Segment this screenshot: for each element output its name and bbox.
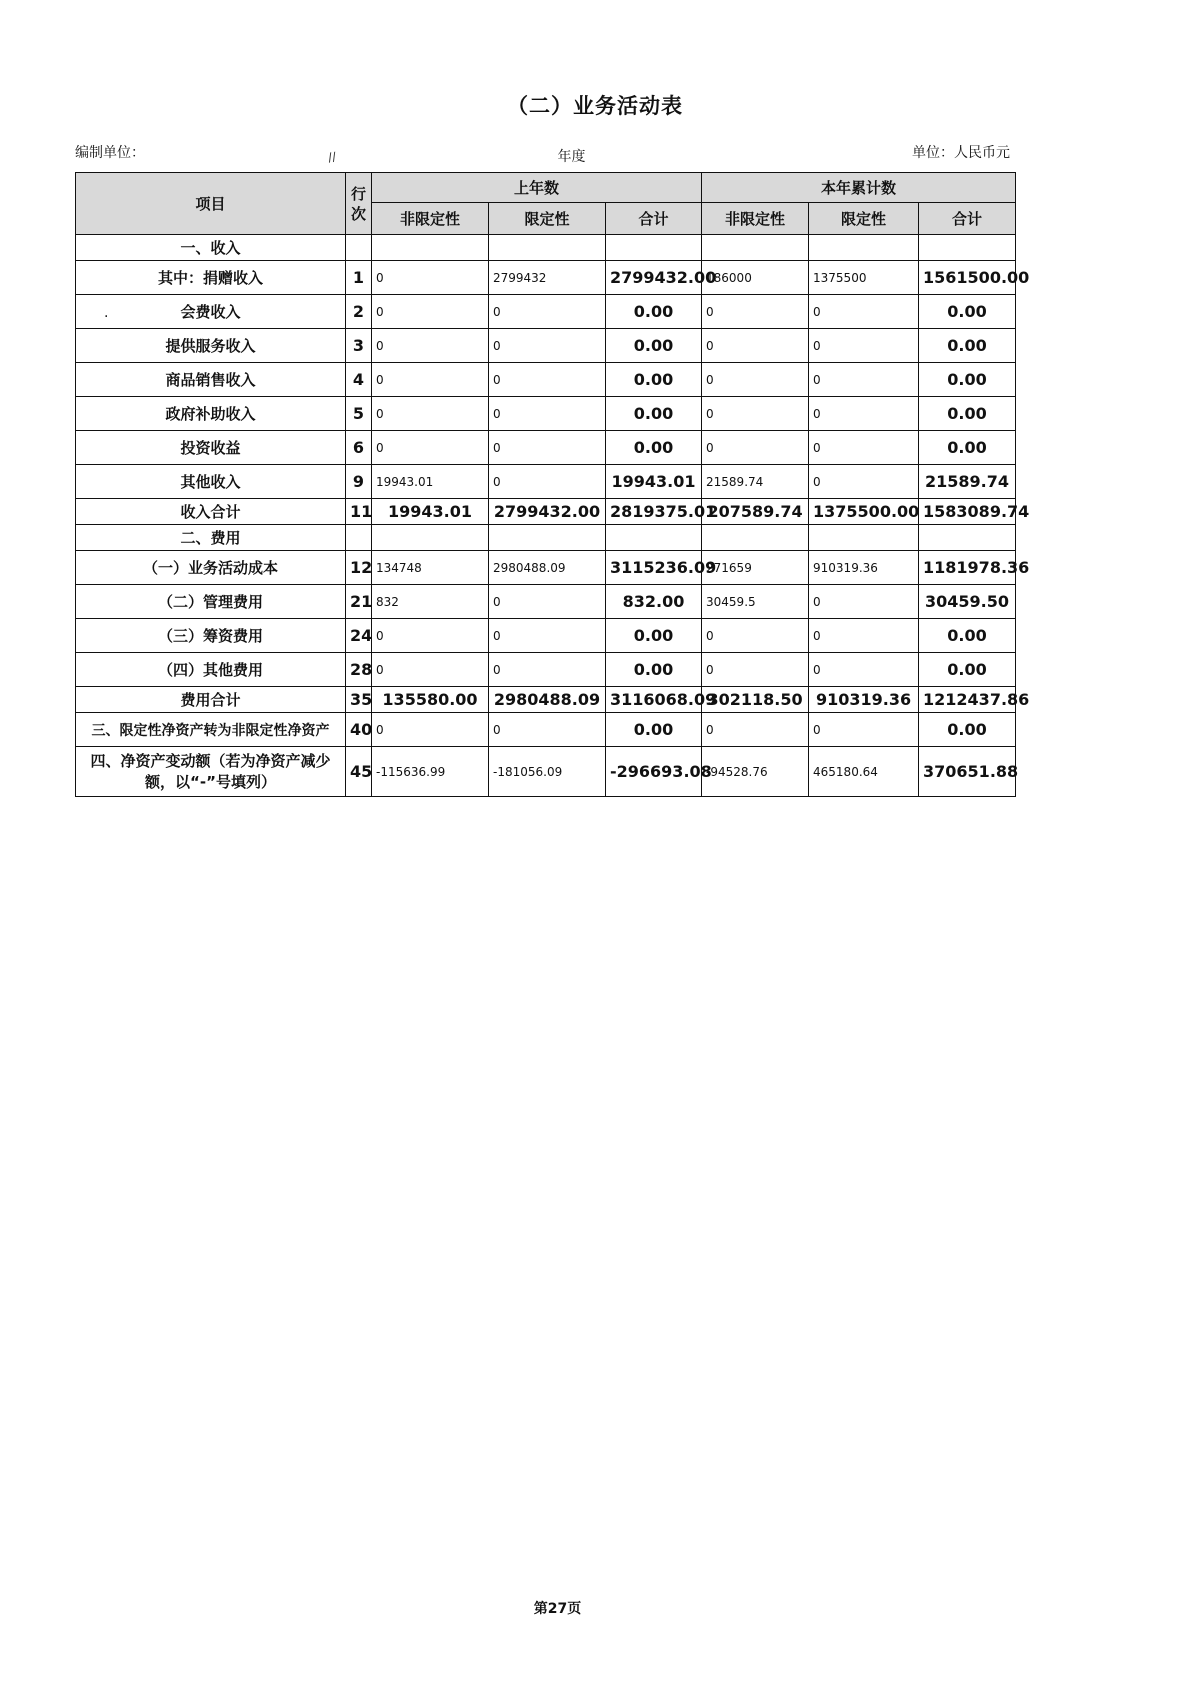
value-cell bbox=[702, 235, 809, 261]
value-cell: 207589.74 bbox=[702, 499, 809, 525]
value-cell: 0.00 bbox=[606, 431, 702, 465]
value-cell: 19943.01 bbox=[606, 465, 702, 499]
value-cell: 0 bbox=[702, 397, 809, 431]
value-cell bbox=[489, 235, 606, 261]
value-cell: -181056.09 bbox=[489, 747, 606, 797]
value-cell: 0 bbox=[372, 713, 489, 747]
value-cell bbox=[372, 235, 489, 261]
value-cell: 0 bbox=[702, 431, 809, 465]
value-cell: 0.00 bbox=[919, 329, 1016, 363]
compiling-unit-label: 编制单位： bbox=[75, 145, 145, 161]
row-item-label: 会费收入 bbox=[76, 295, 346, 329]
header-prev-unrestricted: 非限定性 bbox=[372, 203, 489, 235]
row-item-label: 费用合计 bbox=[76, 687, 346, 713]
value-cell: -296693.08 bbox=[606, 747, 702, 797]
value-cell: 2799432.00 bbox=[606, 261, 702, 295]
value-cell: 0 bbox=[489, 465, 606, 499]
header-curr-unrestricted: 非限定性 bbox=[702, 203, 809, 235]
value-cell: 0 bbox=[809, 653, 919, 687]
table-row bbox=[76, 687, 1016, 713]
value-cell: 186000 bbox=[702, 261, 809, 295]
value-cell: 0.00 bbox=[919, 363, 1016, 397]
value-cell: 1181978.36 bbox=[919, 551, 1016, 585]
value-cell: 0.00 bbox=[606, 363, 702, 397]
value-cell: 1561500.00 bbox=[919, 261, 1016, 295]
header-line-no: 行次 bbox=[346, 173, 372, 235]
value-cell: 910319.36 bbox=[809, 551, 919, 585]
row-item-label: （三）筹资费用 bbox=[76, 619, 346, 653]
value-cell: 135580.00 bbox=[372, 687, 489, 713]
value-cell: 0 bbox=[702, 713, 809, 747]
row-item-label: 其他收入 bbox=[76, 465, 346, 499]
value-cell: 134748 bbox=[372, 551, 489, 585]
row-line-number: 4 bbox=[346, 363, 372, 397]
value-cell: 0 bbox=[489, 713, 606, 747]
value-cell: 21589.74 bbox=[919, 465, 1016, 499]
value-cell: 0 bbox=[702, 295, 809, 329]
value-cell: 0 bbox=[489, 619, 606, 653]
value-cell: 0 bbox=[809, 295, 919, 329]
row-line-number: 2 bbox=[346, 295, 372, 329]
row-item-label: 投资收益 bbox=[76, 431, 346, 465]
value-cell: 0 bbox=[809, 431, 919, 465]
value-cell: 0 bbox=[809, 465, 919, 499]
value-cell: 0.00 bbox=[919, 653, 1016, 687]
row-item-label: （四）其他费用 bbox=[76, 653, 346, 687]
value-cell: 19943.01 bbox=[372, 465, 489, 499]
value-cell: 2980488.09 bbox=[489, 551, 606, 585]
row-line-number: 45 bbox=[346, 747, 372, 797]
header-item: 项目 bbox=[76, 173, 346, 235]
value-cell: 3115236.09 bbox=[606, 551, 702, 585]
value-cell: 0 bbox=[372, 397, 489, 431]
table-row bbox=[76, 499, 1016, 525]
value-cell: 0 bbox=[489, 585, 606, 619]
page-number: 第27页 bbox=[533, 1601, 582, 1617]
value-cell: 3116068.09 bbox=[606, 687, 702, 713]
row-line-number: 12 bbox=[346, 551, 372, 585]
value-cell: 0 bbox=[372, 329, 489, 363]
header-curr-year: 本年累计数 bbox=[702, 173, 1016, 203]
row-line-number: 6 bbox=[346, 431, 372, 465]
value-cell: 0 bbox=[809, 585, 919, 619]
value-cell bbox=[919, 525, 1016, 551]
header-prev-restricted: 限定性 bbox=[489, 203, 606, 235]
row-line-number: 11 bbox=[346, 499, 372, 525]
value-cell: 0 bbox=[702, 653, 809, 687]
table-row bbox=[76, 363, 1016, 397]
value-cell: -94528.76 bbox=[702, 747, 809, 797]
row-item-label: 二、费用 bbox=[76, 525, 346, 551]
value-cell: 0 bbox=[809, 397, 919, 431]
value-cell bbox=[919, 235, 1016, 261]
value-cell: 2799432 bbox=[489, 261, 606, 295]
row-line-number: 24 bbox=[346, 619, 372, 653]
table-row bbox=[76, 619, 1016, 653]
value-cell: 0.00 bbox=[606, 397, 702, 431]
row-line-number: 5 bbox=[346, 397, 372, 431]
value-cell: 0 bbox=[372, 619, 489, 653]
value-cell: 0 bbox=[489, 397, 606, 431]
value-cell: 0 bbox=[372, 295, 489, 329]
stray-dot: . bbox=[104, 305, 109, 321]
value-cell: 1212437.86 bbox=[919, 687, 1016, 713]
value-cell bbox=[809, 525, 919, 551]
table-row bbox=[76, 551, 1016, 585]
row-item-label: 三、限定性净资产转为非限定性净资产 bbox=[76, 713, 346, 747]
value-cell: 0 bbox=[489, 295, 606, 329]
value-cell: 21589.74 bbox=[702, 465, 809, 499]
value-cell bbox=[372, 525, 489, 551]
value-cell bbox=[606, 235, 702, 261]
table-row bbox=[76, 261, 1016, 295]
value-cell: 2799432.00 bbox=[489, 499, 606, 525]
value-cell: 0 bbox=[702, 619, 809, 653]
value-cell bbox=[809, 235, 919, 261]
value-cell: 0.00 bbox=[606, 295, 702, 329]
value-cell: 0.00 bbox=[919, 713, 1016, 747]
row-item-label: 政府补助收入 bbox=[76, 397, 346, 431]
value-cell: 0 bbox=[372, 261, 489, 295]
row-item-label: 商品销售收入 bbox=[76, 363, 346, 397]
row-item-label: 四、净资产变动额（若为净资产减少额，以“-”号填列） bbox=[76, 747, 346, 797]
pen-mark: // bbox=[326, 149, 338, 165]
table-row bbox=[76, 525, 1016, 551]
value-cell: 370651.88 bbox=[919, 747, 1016, 797]
value-cell: 465180.64 bbox=[809, 747, 919, 797]
table-row bbox=[76, 585, 1016, 619]
table-row bbox=[76, 295, 1016, 329]
value-cell: 0.00 bbox=[919, 295, 1016, 329]
value-cell: 832 bbox=[372, 585, 489, 619]
row-line-number: 9 bbox=[346, 465, 372, 499]
business-activity-table bbox=[75, 172, 1030, 797]
row-line-number bbox=[346, 525, 372, 551]
row-item-label: 其中：捐赠收入 bbox=[76, 261, 346, 295]
value-cell: 0 bbox=[809, 713, 919, 747]
value-cell: 302118.50 bbox=[702, 687, 809, 713]
value-cell: 271659 bbox=[702, 551, 809, 585]
value-cell: 2980488.09 bbox=[489, 687, 606, 713]
value-cell: 0 bbox=[702, 363, 809, 397]
value-cell: 0.00 bbox=[919, 619, 1016, 653]
value-cell: 0 bbox=[809, 363, 919, 397]
page-title: （二）业务活动表 bbox=[507, 94, 683, 118]
table-row bbox=[76, 713, 1016, 747]
value-cell: 1375500.00 bbox=[809, 499, 919, 525]
value-cell: 910319.36 bbox=[809, 687, 919, 713]
row-line-number: 35 bbox=[346, 687, 372, 713]
header-curr-restricted: 限定性 bbox=[809, 203, 919, 235]
table-row bbox=[76, 653, 1016, 687]
row-item-label: 一、收入 bbox=[76, 235, 346, 261]
value-cell: 1375500 bbox=[809, 261, 919, 295]
table-row bbox=[76, 329, 1016, 363]
value-cell: 0 bbox=[489, 329, 606, 363]
value-cell bbox=[702, 525, 809, 551]
value-cell: 0.00 bbox=[606, 619, 702, 653]
row-line-number: 40 bbox=[346, 713, 372, 747]
value-cell bbox=[489, 525, 606, 551]
value-cell: 0 bbox=[489, 363, 606, 397]
currency-unit-label: 单位：人民币元 bbox=[912, 145, 1010, 161]
value-cell: 0 bbox=[489, 653, 606, 687]
header-prev-total: 合计 bbox=[606, 203, 702, 235]
table-row bbox=[76, 465, 1016, 499]
row-line-number: 1 bbox=[346, 261, 372, 295]
value-cell: 19943.01 bbox=[372, 499, 489, 525]
row-line-number bbox=[346, 235, 372, 261]
value-cell: 0.00 bbox=[606, 713, 702, 747]
table-row bbox=[76, 397, 1016, 431]
value-cell: 0 bbox=[489, 431, 606, 465]
row-item-label: 提供服务收入 bbox=[76, 329, 346, 363]
year-label: 年度 bbox=[557, 149, 586, 165]
value-cell: -115636.99 bbox=[372, 747, 489, 797]
value-cell: 0.00 bbox=[919, 431, 1016, 465]
value-cell: 0.00 bbox=[606, 653, 702, 687]
value-cell: 0 bbox=[809, 329, 919, 363]
value-cell: 0 bbox=[702, 329, 809, 363]
row-item-label: （二）管理费用 bbox=[76, 585, 346, 619]
value-cell: 30459.5 bbox=[702, 585, 809, 619]
value-cell: 0.00 bbox=[606, 329, 702, 363]
value-cell: 2819375.01 bbox=[606, 499, 702, 525]
value-cell: 1583089.74 bbox=[919, 499, 1016, 525]
value-cell: 0 bbox=[809, 619, 919, 653]
value-cell: 0 bbox=[372, 431, 489, 465]
value-cell: 30459.50 bbox=[919, 585, 1016, 619]
table-row bbox=[76, 747, 1016, 797]
value-cell: 0 bbox=[372, 653, 489, 687]
value-cell: 0.00 bbox=[919, 397, 1016, 431]
row-line-number: 21 bbox=[346, 585, 372, 619]
table-row bbox=[76, 235, 1016, 261]
row-item-label: （一）业务活动成本 bbox=[76, 551, 346, 585]
table-row bbox=[76, 431, 1016, 465]
row-item-label: 收入合计 bbox=[76, 499, 346, 525]
value-cell: 0 bbox=[372, 363, 489, 397]
row-line-number: 28 bbox=[346, 653, 372, 687]
value-cell bbox=[606, 525, 702, 551]
header-prev-year: 上年数 bbox=[372, 173, 702, 203]
value-cell: 832.00 bbox=[606, 585, 702, 619]
header-curr-total: 合计 bbox=[919, 203, 1016, 235]
row-line-number: 3 bbox=[346, 329, 372, 363]
